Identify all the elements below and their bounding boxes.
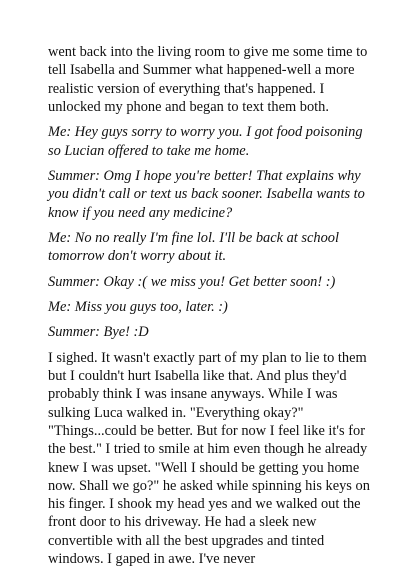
text-message-me-3: Me: Miss you guys too, later. :) <box>48 299 228 316</box>
text-message-summer-3: Summer: Bye! :D <box>48 324 149 341</box>
document-page <box>48 43 378 568</box>
text-message-summer-1: Summer: Omg I hope you're better! That explains why you didn't call or text us back sooner. Isabella wants to know if you need any medicine? <box>48 167 365 221</box>
text-message-me-2: Me: No no really I'm fine lol. I'll be back at school tomorrow don't worry about it. <box>48 229 339 265</box>
text-message-me-1: Me: Hey guys sorry to worry you. I got food poisoning so Lucian offered to take me home. <box>48 124 363 159</box>
narrative-paragraph: I sighed. It wasn't exactly part of my plan to lie to them but I couldn't hurt Isabella like that. And plus they'd probably think I was insane anyways. While I was sulking Luca walked in. "Everything okay?" "Things...could be better. But for now I feel like it's for the best." I tried to smile at him even though he already knew I was upset. "Well I should be getting you home now. Shall we go?" he asked while spinning his keys on his finger. I shook my head yes and we walked out the front door to his driveway. He had a sleek new convertible with all the best upgrades and tinted windows. I gaped in awe. I've never <box>48 349 370 568</box>
narrative-paragraph: went back into the living room to give me some time to tell Isabella and Summer what happened-well a more realistic version of everything that's happened. I unlocked my phone and began to text them both. <box>48 44 368 115</box>
text-message-summer-2: Summer: Okay :( we miss you! Get better soon! :) <box>48 273 336 290</box>
